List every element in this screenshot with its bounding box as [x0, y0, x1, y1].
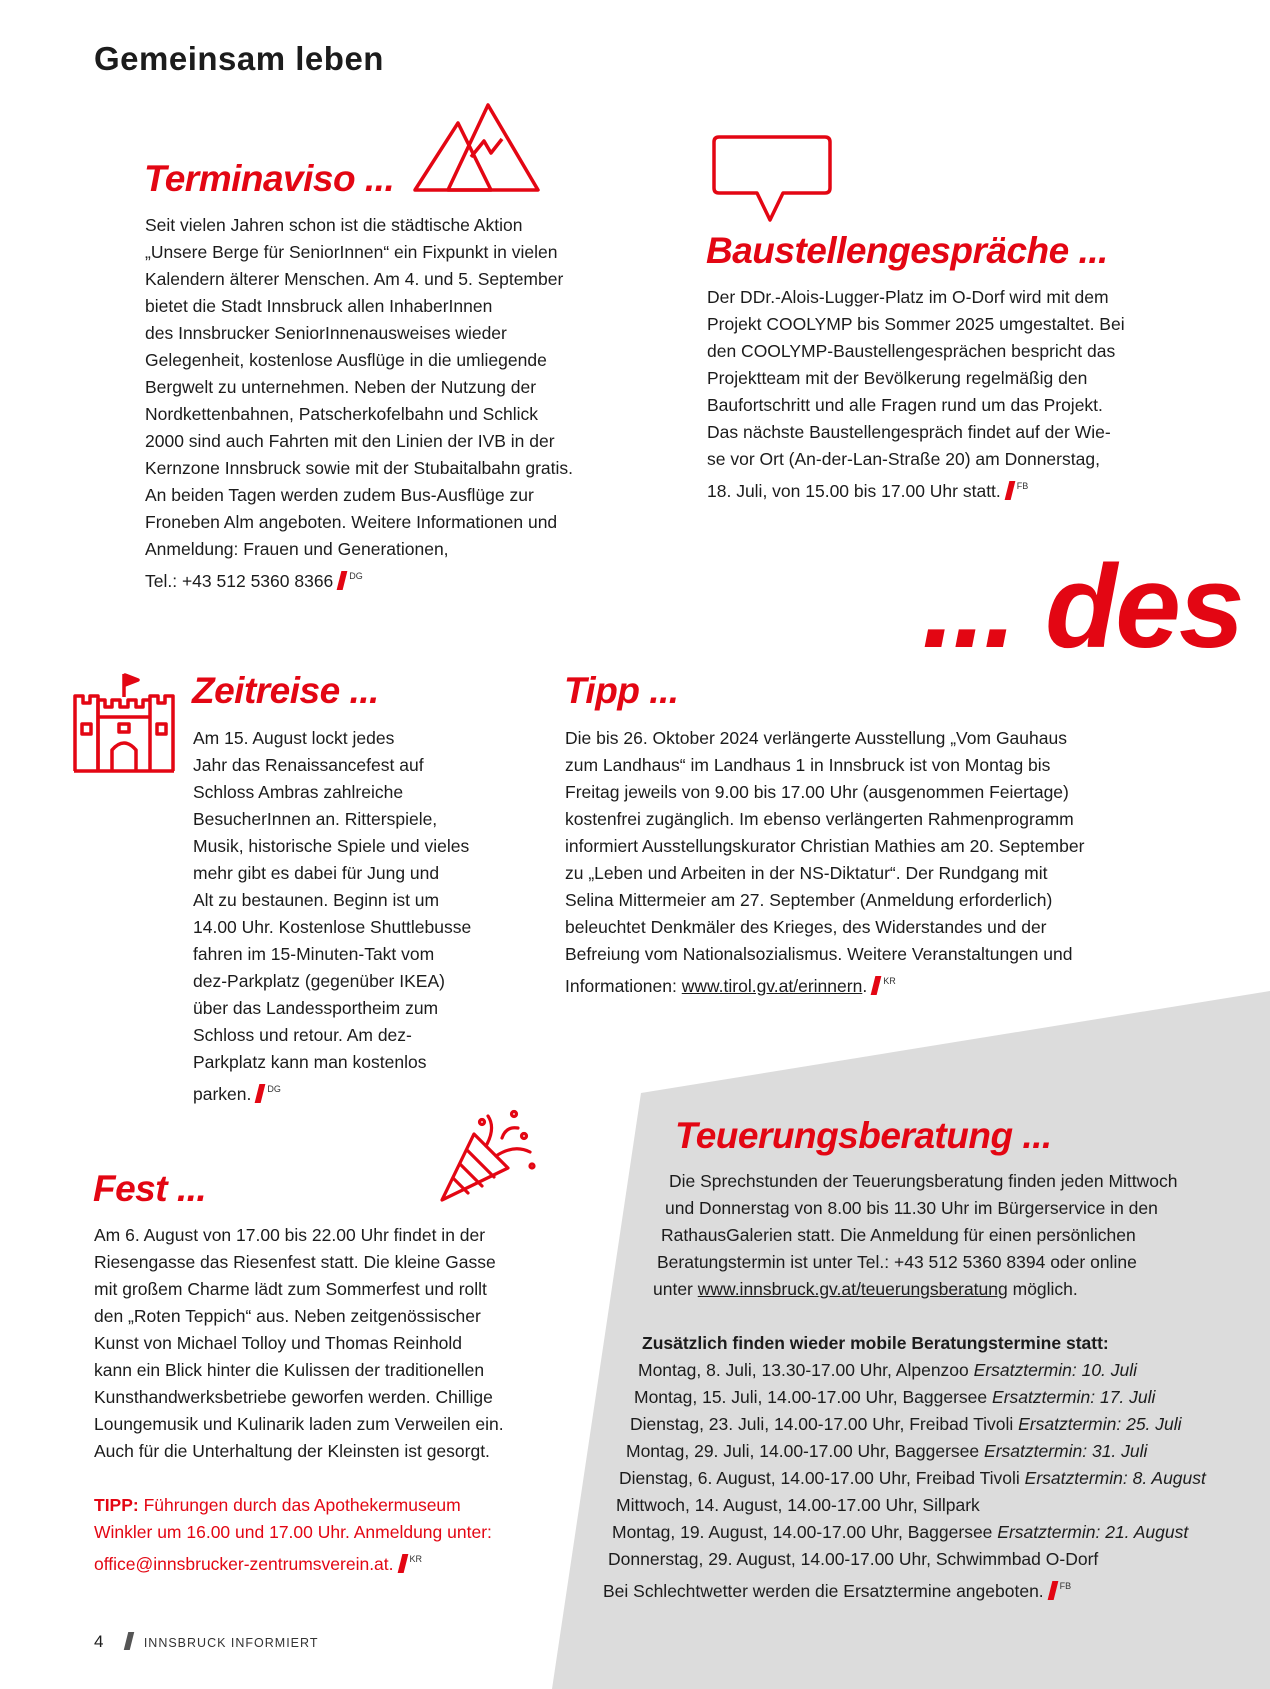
author-initials: FB — [1016, 481, 1029, 491]
tirol-link[interactable]: www.tirol.gv.at/erinnern — [681, 976, 863, 996]
date-item: Montag, 19. August, 14.00-17.00 Uhr, Baggersee Ersatztermin: 21. August — [612, 1522, 1189, 1542]
baustelle-text: Der DDr.-Alois-Lugger-Platz im O-Dorf wird mit dem Projekt COOLYMP bis Sommer 2025 umgestaltet. Bei den COOLYMP-Baustellengesprächen bespricht das Projektteam mit der Bevölkerung regelmäßig den Baufortschritt und alle Fragen rund um das Projekt. Das nächste Baustellengespräch findet auf der Wie- se vor Ort (An-der-Lan-Straße 20) am Donnerstag, 18. Juli, von 15.00 bis 17.00 Uhr statt. $^{FB}$ — [707, 287, 1125, 501]
author-initials: FB — [1059, 1581, 1072, 1591]
terminaviso-title: Terminaviso ... — [144, 158, 395, 199]
date-item: Mittwoch, 14. August, 14.00-17.00 Uhr, Sillpark — [616, 1495, 980, 1515]
author-initials: KR — [409, 1554, 423, 1564]
author-initials: DG — [349, 571, 363, 581]
slash-mark — [1047, 1581, 1058, 1600]
page-footer — [94, 1632, 318, 1652]
slash-mark — [871, 976, 882, 995]
fest-tipp: TIPP: Führungen durch das Apothekermuseum Winkler um 16.00 und 17.00 Uhr. Anmeldung unter: office@innsbrucker-zentrumsverein.at. $^{KR}$ — [94, 1495, 492, 1574]
date-item: Dienstag, 23. Juli, 14.00-17.00 Uhr, Freibad Tivoli Ersatztermin: 25. Juli — [630, 1414, 1182, 1434]
tipp-text: Die bis 26. Oktober 2024 verlängerte Ausstellung „Vom Gauhaus zum Landhaus“ im Landhaus 1 in Innsbruck ist von Montag bis Freitag jeweils von 9.00 bis 17.00 Uhr (ausgenommen Feiertage) kostenfrei zugänglich. Im ebenso verlängerten Rahmenprogramm informiert Ausstellungskurator Christian Mathies am 20. September zu „Leben und Arbeiten in der NS-Diktatur“. Der Rundgang mit Selina Mittermeier am 27. September (Anmeldung erforderlich) beleuchtet Denkmäler des Krieges, des Widerstandes und der Befreiung vom Nationalsozialismus. Weitere Veranstaltungen und Informationen: www.tirol.gv.at/erinnern. $^{KR}$ — [565, 728, 1085, 996]
tipp-label: TIPP: — [94, 1495, 139, 1515]
date-item: Montag, 8. Juli, 13.30-17.00 Uhr, Alpenzoo Ersatztermin: 10. Juli — [638, 1360, 1138, 1380]
terminaviso-text: Seit vielen Jahren schon ist die städtische Aktion „Unsere Berge für SeniorInnen“ ein Fixpunkt in vielen Kalendern älterer Menschen. Am 4. und 5. September bietet die Stadt Innsbruck allen InhaberInnen des Innsbrucker SeniorInnenausweises wieder Gelegenheit, kostenlose Ausflüge in die umliegende Bergwelt zu unternehmen. Neben der Nutzung der Nordkettenbahnen, Patscherkofelbahn und Schlick 2000 sind auch Fahrten mit den Linien der IVB in der Kernzone Innsbruck sowie mit der Stubaitalbahn gratis. An beiden Tagen werden zudem Bus-Ausflüge zur Froneben Alm angeboten. Weitere Informationen und Anmeldung: Frauen und Generationen, Tel.: +43 512 5360 8366 $^{DG}$ — [145, 215, 574, 591]
slash-mark — [255, 1084, 266, 1103]
author-initials: KR — [883, 976, 896, 986]
date-item: Montag, 29. Juli, 14.00-17.00 Uhr, Baggersee Ersatztermin: 31. Juli — [626, 1441, 1148, 1461]
slash-mark — [123, 1632, 133, 1650]
slash-mark — [337, 571, 348, 590]
teuerung-dates: Montag, 8. Juli, 13.30-17.00 Uhr, Alpenzoo Ersatztermin: 10. Juli Montag, 15. Juli, 14.00-17.00 Uhr, Baggersee Ersatztermin: 17. Juli Dienstag, 23. Juli, 14.00-17.00 Uhr, Freibad Tivoli Ersatztermin: 25. Juli Montag, 29. Juli, 14.00-17.00 Uhr, Baggersee Ersatztermin: 31. Juli Dienstag, 6. August, 14.00-17.00 Uhr, Freibad Tivoli Ersatztermin: 8. August Mittwoch, 14. August, 14.00-17.00 Uhr, Sillpark Montag, 19. August, 14.00-17.00 Uhr, Baggersee Ersatztermin: 21. August Donnerstag, 29. August, 14.00-17.00 Uhr, Schwimmbad O-Dorf Bei Schlechtwetter werden die Ersatztermine angeboten. $^{FB}$ — [602, 1357, 1206, 1605]
tipp-title: Tipp ... — [564, 670, 679, 711]
baustelle-title: Baustellengespräche ... — [706, 230, 1108, 271]
slash-mark — [397, 1554, 408, 1573]
publication-name: INNSBRUCK INFORMIERT — [143, 1636, 319, 1650]
slash-mark — [1004, 481, 1015, 500]
teuerung-link[interactable]: www.innsbruck.gv.at/teuerungsberatung — [697, 1279, 1008, 1299]
fest-text: Am 6. August von 17.00 bis 22.00 Uhr findet in der Riesengasse das Riesenfest statt. Die kleine Gasse mit großem Charme lädt zum Sommerfest und rollt den „Roten Teppich“ aus. Neben zeitgenössischer Kunst von Michael Tolloy und Thomas Reinhold kann ein Blick hinter die Kulissen der traditionellen Kunsthandwerksbetriebe geworfen werden. Chillige Loungemusik und Kulinarik laden zum Verweilen ein. Auch für die Unterhaltung der Kleinsten ist gesorgt. — [94, 1225, 504, 1461]
big-word: ... des — [922, 541, 1243, 673]
teuerung-subheading: Zusätzlich finden wieder mobile Beratungstermine statt: — [642, 1333, 1109, 1353]
date-item: Donnerstag, 29. August, 14.00-17.00 Uhr, Schwimmbad O-Dorf — [608, 1549, 1099, 1569]
speech-bubble-icon — [711, 134, 833, 226]
page-number: 4 — [94, 1632, 104, 1651]
mountain-icon — [412, 101, 542, 193]
email-link[interactable]: office@innsbrucker-zentrumsverein.at. — [94, 1554, 394, 1574]
date-item: Dienstag, 6. August, 14.00-17.00 Uhr, Freibad Tivoli Ersatztermin: 8. August — [619, 1468, 1206, 1488]
page-title: Gemeinsam leben — [94, 40, 384, 77]
party-popper-icon — [438, 1108, 538, 1204]
zeitreise-title: Zeitreise ... — [192, 670, 379, 711]
teuerung-title: Teuerungsberatung ... — [675, 1115, 1052, 1156]
date-item: Montag, 15. Juli, 14.00-17.00 Uhr, Baggersee Ersatztermin: 17. Juli — [634, 1387, 1156, 1407]
fest-title: Fest ... — [93, 1168, 207, 1209]
zeitreise-text: Am 15. August lockt jedes Jahr das Renaissancefest auf Schloss Ambras zahlreiche BesucherInnen an. Ritterspiele, Musik, historische Spiele und vieles mehr gibt es dabei für Jung und Alt zu bestaunen. Beginn ist um 14.00 Uhr. Kostenlose Shuttlebusse fahren im 15-Minuten-Takt vom dez-Parkplatz (gegenüber IKEA) über das Landessportheim zum Schloss und retour. Am dez- Parkplatz kann man kostenlos parken. $^{DG}$ — [193, 728, 472, 1104]
teuerung-text: Die Sprechstunden der Teuerungsberatung finden jeden Mittwoch und Donnerstag von 8.00 bis 11.30 Uhr im Bürgerservice in den RathausGalerien statt. Die Anmeldung für einen persönlichen Beratungstermin ist unter Tel.: +43 512 5360 8394 oder online unter www.innsbruck.gv.at/teuerungsberatung möglich. — [653, 1171, 1178, 1299]
author-initials: DG — [267, 1084, 281, 1094]
castle-icon — [72, 672, 176, 774]
